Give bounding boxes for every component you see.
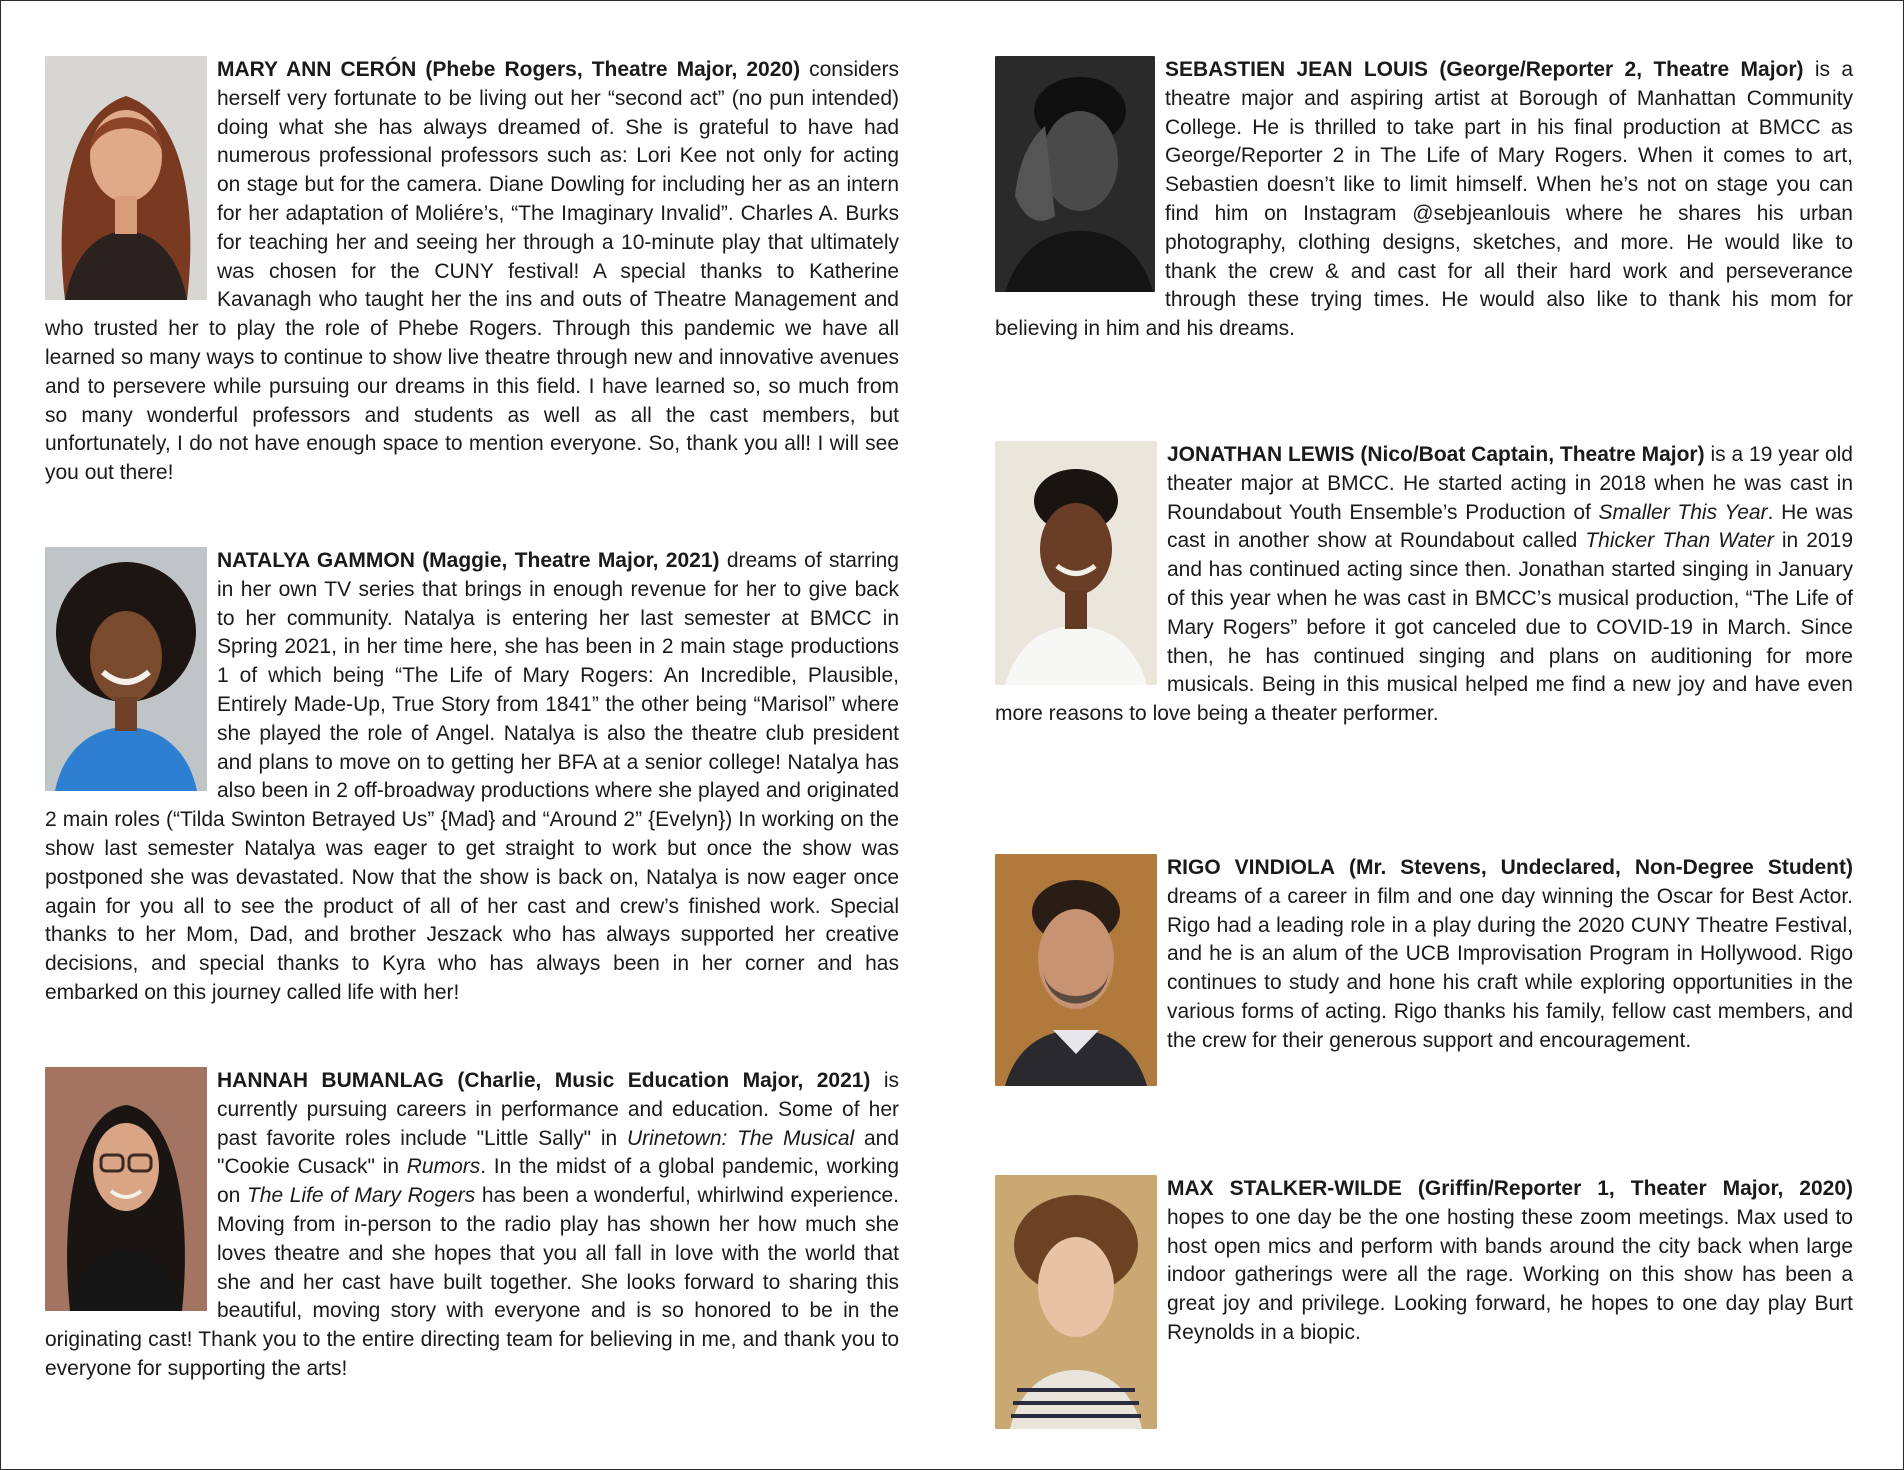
bio-text: is a theatre major and aspiring artist at Borough of Manhattan Community College. He is thrilled to take part in his final production at BMCC as George/Reporter 2 in The Life of Mary Rogers. When it comes to art, Sebastien doesn’t like to limit himself. When he’s not on stage you can find him on Instagram @sebjeanlouis where he shares his urban photography, clothing designs, sketches, and more. He would like to thank the crew & and cast for all their hard work and perseverance through these trying times. He would also like to thank his mom for believing in him and his dreams. (995, 58, 1854, 341)
bio-role: (Phebe Rogers, Theatre Major, 2020) (425, 58, 801, 81)
headshot-rigo-vindiola (995, 854, 1157, 1086)
bio-title-italic: Smaller This Year (1598, 500, 1768, 524)
cast-bio-max-stalker-wilde (995, 1175, 1853, 1433)
bio-text-part: . In the midst of a global pandemic, working on (217, 1155, 899, 1208)
cast-bio-hannah-bumanlag (45, 1067, 899, 1384)
cast-bio-rigo-vindiola (995, 854, 1853, 1090)
bio-text-part: has been a wonderful, whirlwind experience. Moving from in-person to the radio play has shown her how much she loves theatre and she hopes that you all fall in love with the world that she and her cast have built together. She looks forward to sharing this beautiful, moving story with everyone and is so honored to be in the originating cast! Thank you to the entire directing team for believing in me, and thank you to everyone for supporting the arts! (45, 1184, 900, 1380)
cast-bio-mary-ann-ceron (45, 56, 899, 488)
bio-text-part: in 2019 and has continued acting since then. Jonathan started singing in January of this year when he was cast in BMCC’s musical production, “The Life of Mary Rogers” before it got canceled due to COVID-19 in March. Since then, he has continued singing and plans on auditioning for more musicals. Being in this musical helped me find a new joy and have even more reasons to love being a theater performer. (995, 529, 1854, 726)
cast-bio-sebastien-jean-louis (995, 56, 1853, 344)
bio-role: (Mr. Stevens, Undeclared, Non-Degree Student) (1348, 856, 1853, 879)
headshot-jonathan-lewis (995, 441, 1157, 685)
bio-title-italic: Thicker Than Water (1585, 529, 1774, 553)
headshot-sebastien-jean-louis (995, 56, 1155, 292)
headshot-hannah-bumanlag (45, 1067, 207, 1311)
bio-name: JONATHAN LEWIS (1167, 443, 1355, 466)
bio-name: NATALYA GAMMON (217, 549, 415, 572)
bio-name: MAX STALKER-WILDE (1167, 1177, 1402, 1200)
bio-text-part: is currently pursuing careers in performance and education. Some of her past favorite roles include "Little Sally" in (217, 1069, 900, 1150)
bio-title-italic: Rumors (406, 1155, 481, 1179)
bio-role: (Nico/Boat Captain, Theatre Major) (1360, 443, 1705, 466)
bio-text: hopes to one day be the one hosting these zoom meetings. Max used to host open mics and perform with bands around the city back when large indoor gatherings were all the rage. Working on this show has been a great joy and privilege. Looking forward, he hopes to one day play Burt Reynolds in a biopic. (1167, 1205, 1853, 1344)
bio-text-part: and "Cookie Cusack" in (217, 1126, 900, 1179)
bio-name: HANNAH BUMANLAG (217, 1069, 444, 1092)
bio-title-italic: Urinetown: The Musical (626, 1126, 855, 1150)
bio-text-part: is a 19 year old theater major at BMCC. He started acting in 2018 when he was cast in Roundabout Youth Ensemble’s Production of (1167, 443, 1853, 524)
bio-name: MARY ANN CERÓN (217, 58, 417, 81)
bio-role: (Maggie, Theatre Major, 2021) (422, 549, 720, 572)
bio-text: dreams of a career in film and one day winning the Oscar for Best Actor. Rigo had a leading role in a play during the 2020 CUNY Theatre Festival, and he is an alum of the UCB Improvisation Program in Hollywood. Rigo continues to study and hone his craft while exploring opportunities in the various forms of acting. Rigo thanks his family, fellow cast members, and the crew for their generous support and encouragement. (1167, 884, 1853, 1052)
bio-name: RIGO VINDIOLA (1167, 856, 1335, 879)
bio-name: SEBASTIEN JEAN LOUIS (1165, 58, 1429, 81)
bio-title-italic: The Life of Mary Rogers (246, 1184, 476, 1208)
bio-text: dreams of starring in her own TV series that brings in enough revenue for her to give back to her community. Natalya is entering her last semester at BMCC in Spring 2021, in her time here, she has been in 2 main stage productions 1 of which being “The Life of Mary Rogers: An Incredible, Plausible, Entirely Made-Up, True Story from 1841” the other being “Marisol” where she played the role of Angel. Natalya is also the theatre club president and plans to move on to getting her BFA at a senior college! Natalya has also been in 2 off-broadway productions where she played and originated 2 main roles (“Tilda Swinton Betrayed Us” {Mad} and “Around 2” {Evelyn}) In working on the show last semester Natalya was eager to get straight to work but once the show was postponed she was devastated. Now that the show is back on, Natalya is now eager once again for you all to see the product of all of her cast and crew’s finished work. Special thanks to her Mom, Dad, and brother Jeszack who has always supported her creative decisions, and special thanks to Kyra who has always been in her corner and has embarked on this journey called life with her! (45, 549, 899, 1004)
headshot-mary-ann-ceron (45, 56, 207, 300)
bio-role: (George/Reporter 2, Theatre Major) (1439, 58, 1804, 81)
headshot-max-stalker-wilde (995, 1175, 1157, 1429)
bio-text: considers herself very fortunate to be living out her “second act” (no pun intended) doing what she has always dreamed of. She is grateful to have had numerous professional professors such as: Lori Kee not only for acting on stage but for the camera. Diane Dowling for including her as an intern for her adaptation of Moliére’s, “The Imaginary Invalid”. Charles A. Burks for teaching her and seeing her through a 10-minute play that ultimately was chosen for the CUNY festival! A special thanks to Katherine Kavanagh who taught her the ins and outs of Theatre Management and who trusted her to play the role of Phebe Rogers. Through this pandemic we have all learned so many ways to continue to show live theatre through new and innovative avenues and to persevere while pursuing our dreams in this field. I have learned so, so much from so many wonderful professors and students as well as all the cast members, but unfortunately, I do not have enough space to mention everyone. So, thank you all! I will see you out there! (45, 58, 899, 485)
bio-role: (Charlie, Music Education Major, 2021) (457, 1069, 871, 1092)
cast-bio-natalya-gammon (45, 547, 899, 1008)
bio-text-part: . He was cast in another show at Roundabout called (1167, 500, 1853, 553)
cast-bio-jonathan-lewis (995, 441, 1853, 729)
bio-role: (Griffin/Reporter 1, Theater Major, 2020) (1417, 1177, 1853, 1200)
headshot-natalya-gammon (45, 547, 207, 791)
